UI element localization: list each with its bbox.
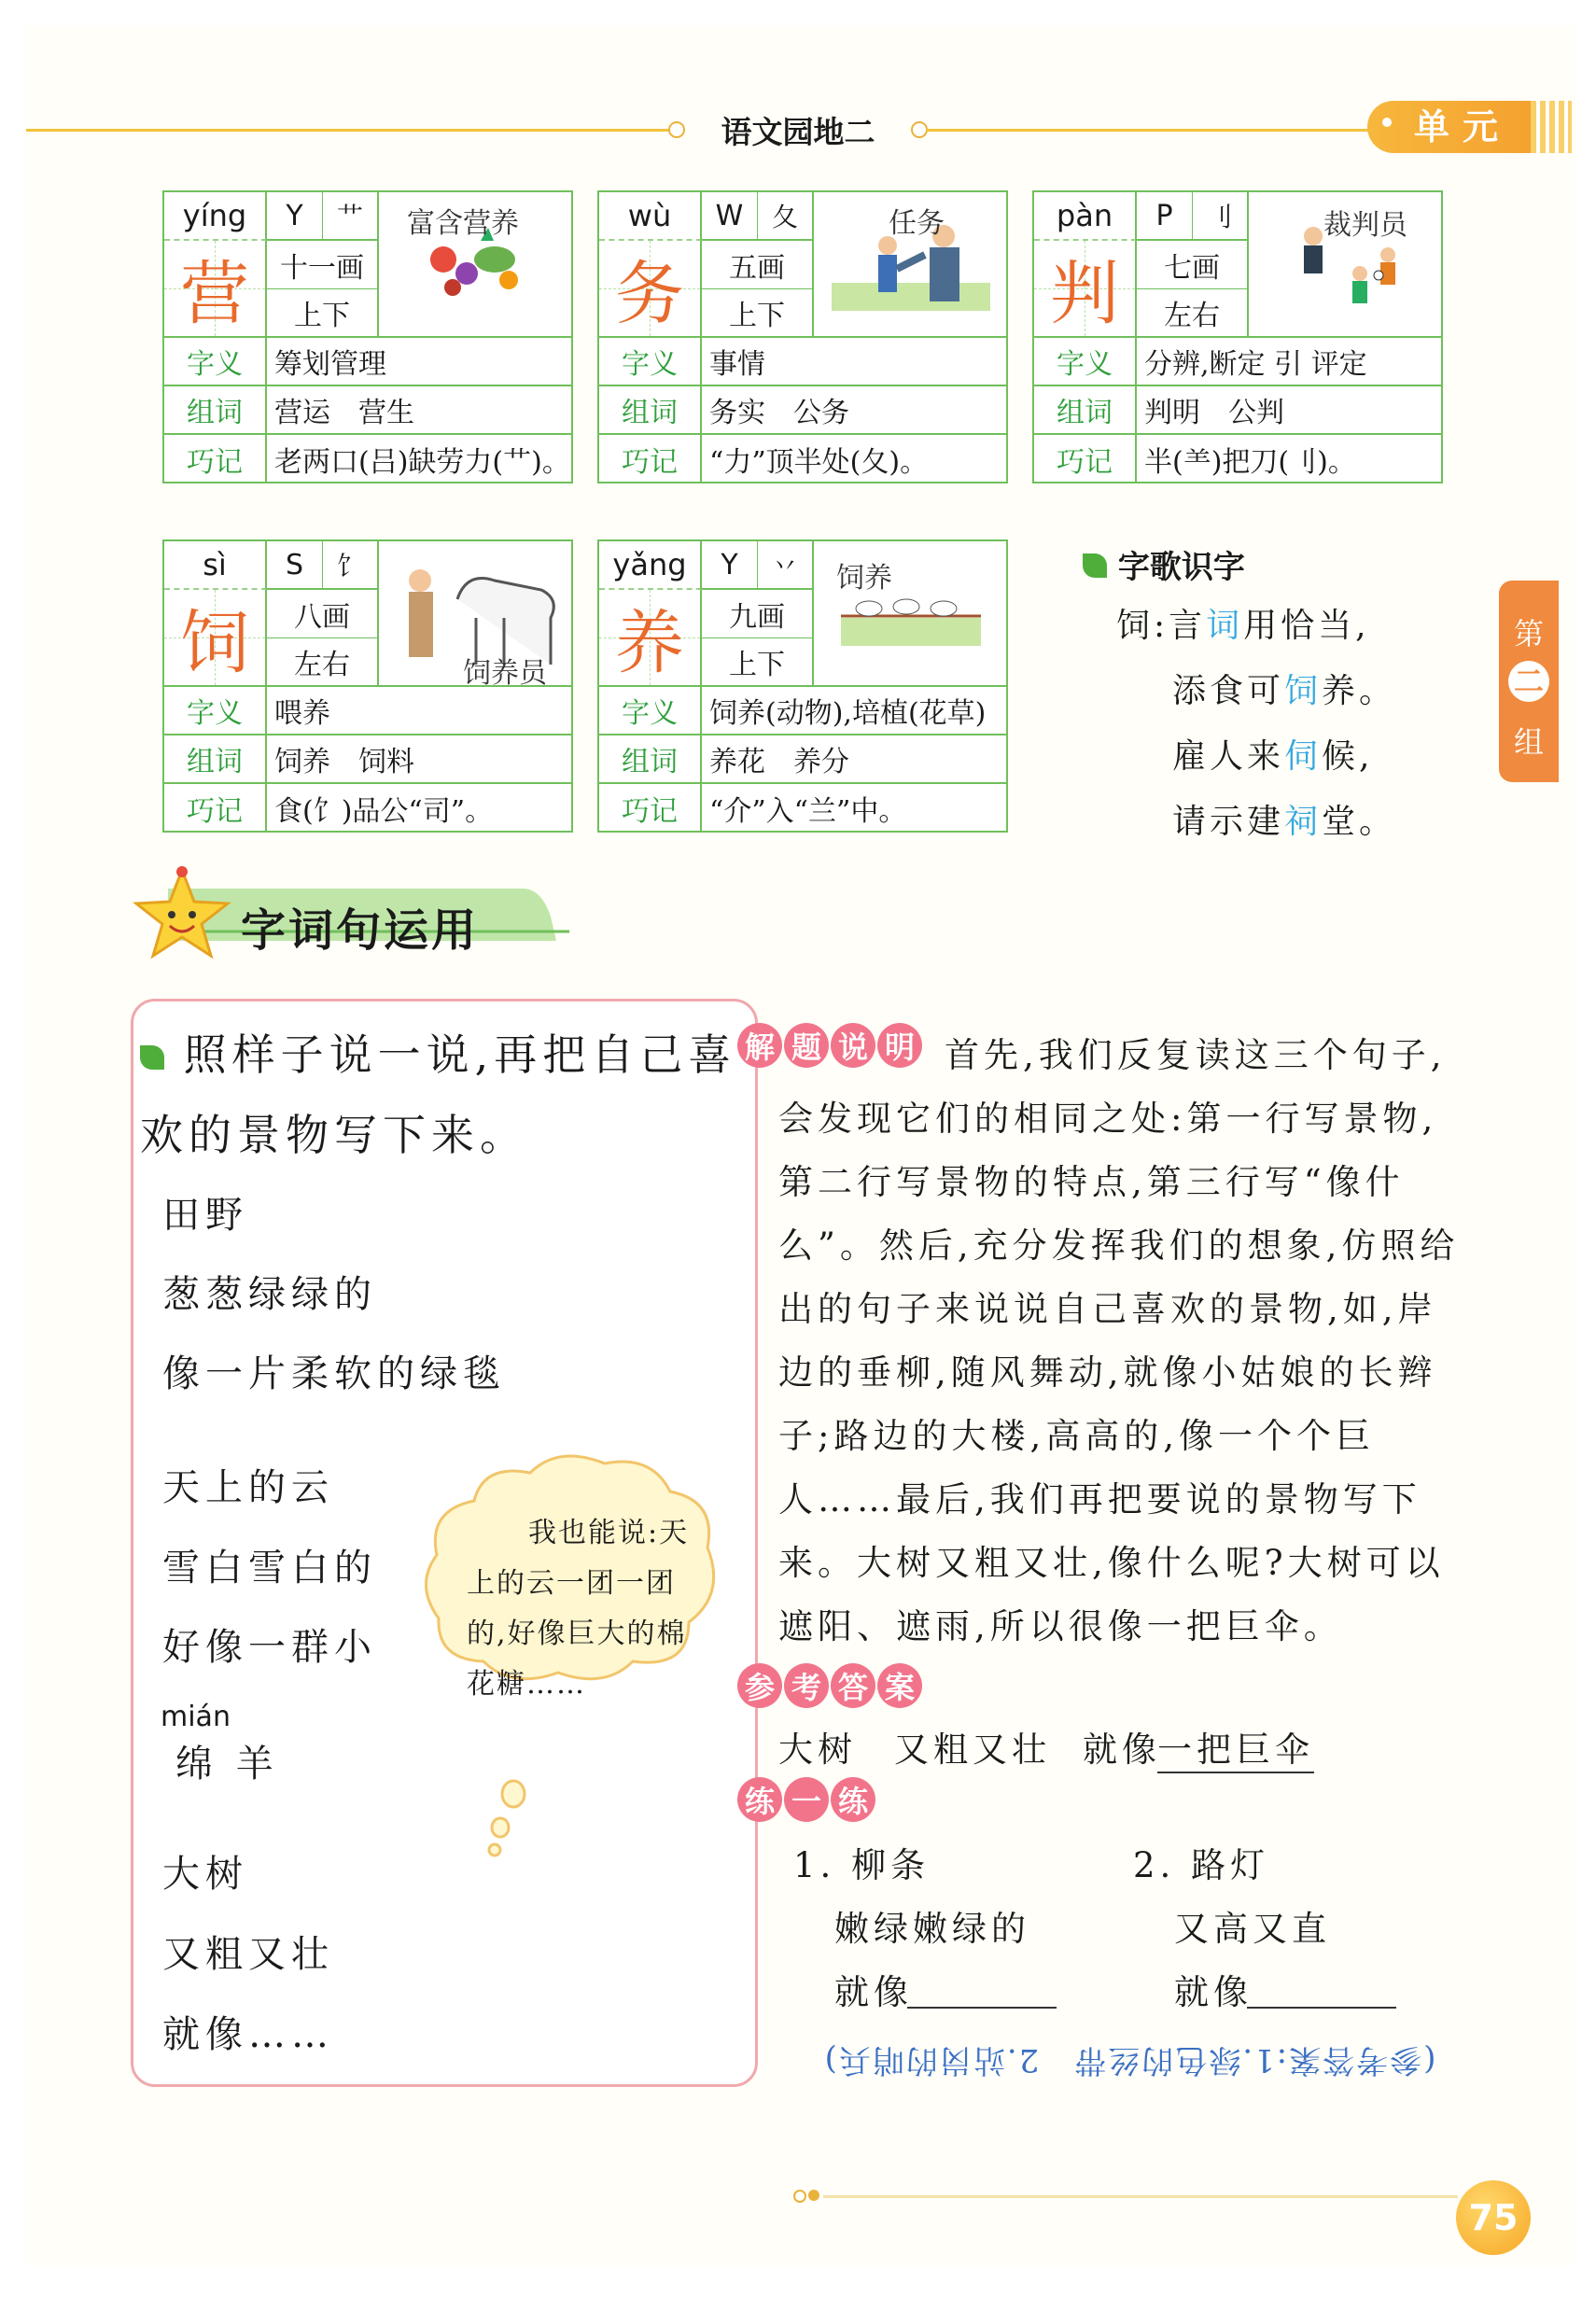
page-number: 75 (1456, 2180, 1531, 2255)
char-glyph: 营 (164, 241, 267, 338)
char-stroke-count: 七画 (1137, 241, 1249, 289)
example-3-subject: 大树 (162, 1853, 248, 1896)
char-pinyin: yíng (164, 192, 267, 241)
practice-title: 练 一 练 (737, 1777, 875, 1824)
example-2-subject: 天上的云 (162, 1466, 334, 1509)
practice-2-feature: 又高又直 (1174, 1909, 1331, 1949)
row-label: 组词 (599, 386, 702, 435)
row-value: 饲养(动物),培植(花草) (702, 687, 1008, 735)
group-tab-number: 二 (1508, 661, 1549, 702)
group-tab-di: 第 (1513, 616, 1544, 651)
header-rule-right (926, 129, 1374, 132)
char-glyph: 判 (1034, 241, 1137, 338)
illustration-caption: 饲养员 (463, 657, 547, 690)
row-label: 字义 (1034, 338, 1137, 386)
prompt-line-1: 照样子说一说,再把自己喜 (140, 1021, 736, 1083)
example-1-subject: 田野 (162, 1194, 248, 1237)
char-illustration (379, 541, 573, 690)
upside-down-answer: (参考答案:1.绿色的丝带 2.站岗的哨兵) (822, 2041, 1436, 2079)
cloud-line-2: 上的云一团一团 (467, 1567, 676, 1600)
explain-line-4: 么”。然后,充分发挥我们的想象,仿照给 (778, 1226, 1460, 1266)
header-rule-left (26, 129, 679, 132)
char-pinyin: wù (599, 192, 702, 241)
char-initial-letter: P (1137, 192, 1193, 241)
char-illustration (1249, 192, 1443, 338)
char-radical: 饣 (323, 541, 379, 590)
example-2-simile: 好像一群小 (162, 1626, 377, 1669)
example-1-simile: 像一片柔软的绿毯 (162, 1352, 506, 1395)
practice-1-like: 就像 (834, 1972, 913, 2012)
explain-line-2: 会发现它们的相同之处:第一行写景物, (778, 1099, 1438, 1139)
practice-1-blank[interactable] (907, 2007, 1057, 2009)
practice-2-subject: 2. 路灯 (1133, 1845, 1270, 1885)
char-initial-letter: S (267, 541, 323, 590)
char-card-yang (597, 539, 1008, 833)
row-label: 字义 (599, 687, 702, 735)
row-label: 字义 (164, 338, 267, 386)
thought-bubbles (485, 1773, 532, 1857)
explain-line-9: 来。大树又粗又壮,像什么呢?大树可以 (778, 1543, 1445, 1583)
row-value: 喂养 (267, 687, 573, 735)
song-line-2: 添食可饲养。 (1172, 672, 1397, 710)
song-title (1083, 541, 1245, 587)
prompt-line-2: 欢的景物写下来。 (140, 1110, 528, 1160)
row-value: “介”入“兰”中。 (709, 795, 907, 828)
explain-line-10: 遮阳、遮雨,所以很像一把巨伞。 (778, 1606, 1343, 1646)
row-label: 巧记 (599, 435, 702, 483)
section-title: 字词句运用 (241, 904, 480, 957)
char-pinyin: pàn (1034, 192, 1137, 241)
row-value: 营运 营生 (267, 386, 573, 435)
row-label: 巧记 (599, 784, 702, 833)
group-tab-zu: 组 (1513, 724, 1544, 760)
row-value: 老两口(吕)缺劳力(艹)。 (274, 446, 570, 479)
practice-1-feature: 嫩绿嫩绿的 (834, 1909, 1030, 1949)
char-radical: 艹 (323, 192, 379, 241)
char-structure: 上下 (702, 289, 814, 338)
char-glyph: 饲 (164, 590, 267, 687)
char-structure: 左右 (1137, 289, 1249, 338)
footer-dot (793, 2190, 806, 2203)
unit-tab-stripes (1531, 101, 1572, 153)
explain-line-7: 子;路边的大楼,高高的,像一个个巨 (778, 1416, 1375, 1456)
practice-2-blank[interactable] (1247, 2007, 1396, 2009)
char-glyph: 养 (599, 590, 702, 687)
header-title: 语文园地二 (721, 114, 875, 150)
leaf-bullet-icon (140, 1045, 164, 1070)
row-label: 字义 (599, 338, 702, 386)
ref-answer-subject: 大树 (778, 1730, 857, 1770)
explain-line-6: 边的垂柳,随风舞动,就像小姑娘的长辫 (778, 1352, 1437, 1393)
group-tab (1499, 581, 1559, 782)
song-title-text: 字歌识字 (1117, 549, 1245, 586)
row-label: 巧记 (164, 784, 267, 833)
row-label: 字义 (164, 687, 267, 735)
char-card-wu (597, 190, 1008, 483)
unit-tab (1367, 101, 1545, 153)
example-1-feature: 葱葱绿绿的 (162, 1273, 377, 1316)
row-value: 养花 养分 (702, 735, 1008, 784)
char-stroke-count: 十一画 (267, 241, 379, 289)
row-value: 筹划管理 (267, 338, 573, 386)
char-pinyin: sì (164, 541, 267, 590)
explain-line-3: 第二行写景物的特点,第三行写“像什 (778, 1162, 1405, 1202)
leaf-bullet-icon (1083, 553, 1107, 578)
header-dot-left (668, 121, 685, 138)
char-radical: 丷 (758, 541, 814, 590)
explain-line-8: 人……最后,我们再把要说的景物写下 (778, 1479, 1421, 1520)
char-structure: 上下 (702, 638, 814, 687)
ref-answer-feature: 又粗又壮 (894, 1730, 1051, 1770)
row-label: 组词 (164, 386, 267, 435)
char-card-pan (1032, 190, 1443, 483)
illustration-caption: 任务 (889, 207, 945, 240)
char-initial-letter: W (702, 192, 758, 241)
char-radical: 夂 (758, 192, 814, 241)
ref-answer-simile: 一把巨伞 (1157, 1721, 1314, 1773)
row-value: 务实 公务 (702, 386, 1008, 435)
row-value: 事情 (702, 338, 1008, 386)
mian-pinyin: mián (161, 1701, 231, 1733)
char-structure: 上下 (267, 289, 379, 338)
char-stroke-count: 五画 (702, 241, 814, 289)
char-glyph: 务 (599, 241, 702, 338)
row-label: 组词 (599, 735, 702, 784)
row-value: 饲养 饲料 (267, 735, 573, 784)
cloud-line-1: 我也能说:天 (528, 1517, 690, 1549)
row-value: 半(⺷)把刀(刂)。 (1144, 446, 1356, 479)
footer-rule (823, 2195, 1458, 2198)
song-line-3: 雇人来伺候, (1172, 737, 1374, 776)
row-value: 分辨,断定 引 评定 (1137, 338, 1443, 386)
example-3-simile: 就像…… (162, 2013, 334, 2056)
row-label: 巧记 (1034, 435, 1137, 483)
row-label: 组词 (1034, 386, 1137, 435)
row-label: 巧记 (164, 435, 267, 483)
star-mascot-icon (131, 866, 233, 959)
char-initial-letter: Y (267, 192, 323, 241)
practice-2-like: 就像 (1174, 1972, 1253, 2012)
char-structure: 左右 (267, 638, 379, 687)
ref-answer-like: 就像 (1083, 1730, 1161, 1770)
char-stroke-count: 八画 (267, 590, 379, 638)
char-card-ying (162, 190, 573, 483)
illustration-caption: 饲养 (836, 562, 892, 595)
row-value: 食(饣)品公“司”。 (274, 795, 494, 828)
illustration-caption: 裁判员 (1323, 209, 1407, 242)
char-pinyin: yǎng (599, 541, 702, 590)
example-3-feature: 又粗又壮 (162, 1933, 334, 1976)
example-2-feature: 雪白雪白的 (162, 1547, 377, 1590)
explain-line-1: 首先,我们反复读这三个句子, (945, 1035, 1447, 1075)
reference-answer-title: 参 考 答 案 (737, 1663, 922, 1710)
example-2-last: 绵 羊 (175, 1743, 279, 1786)
practice-1-subject: 1. 柳条 (793, 1845, 931, 1885)
song-line-4: 请示建祠堂。 (1172, 803, 1397, 841)
illustration-caption: 富含营养 (407, 207, 519, 240)
char-stroke-count: 九画 (702, 590, 814, 638)
row-value: 判明 公判 (1137, 386, 1443, 435)
char-radical: 刂 (1193, 192, 1249, 241)
unit-label: 单元 (1414, 106, 1512, 147)
song-line-1: 饲:言词用恰当, (1116, 607, 1370, 645)
char-initial-letter: Y (702, 541, 758, 590)
char-illustration (814, 541, 1008, 687)
char-illustration (814, 192, 1008, 338)
row-label: 组词 (164, 735, 267, 784)
row-value: “力”顶半处(夂)。 (709, 446, 929, 479)
cloud-line-4: 花糖…… (467, 1668, 586, 1701)
char-card-si (162, 539, 573, 833)
char-illustration (379, 192, 573, 338)
explain-title: 解 题 说 明 (737, 1023, 922, 1070)
footer-dot (808, 2190, 819, 2201)
cloud-line-3: 的,好像巨大的棉 (467, 1618, 687, 1650)
explain-line-5: 出的句子来说说自己喜欢的景物,如,岸 (778, 1289, 1437, 1329)
